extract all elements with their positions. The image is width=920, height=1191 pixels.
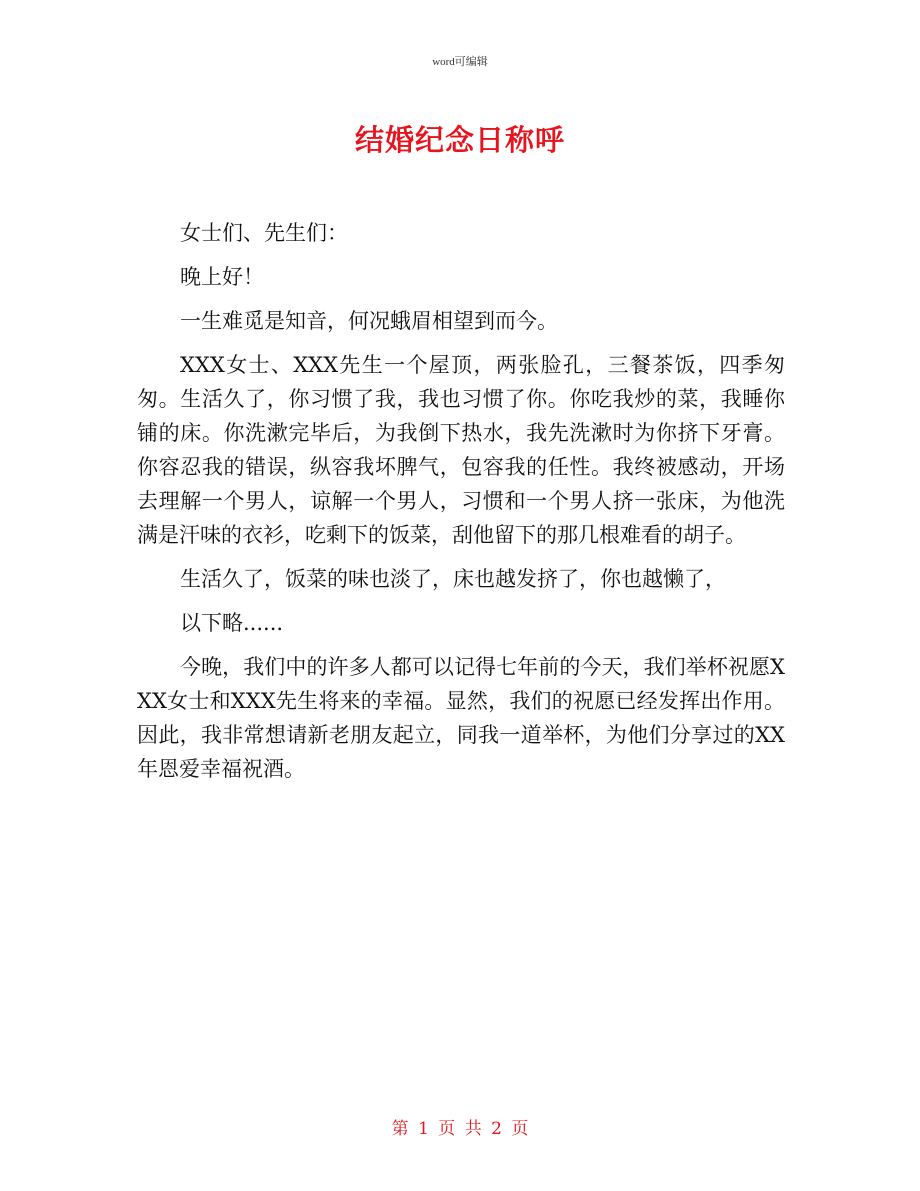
paragraph-greeting-audience: 女士们、先生们：: [180, 221, 348, 245]
paragraph-long-life: 生活久了，饭菜的味也淡了，床也越发挤了，你也越懒了，: [180, 567, 726, 591]
paragraph-omitted: 以下略......: [180, 611, 284, 635]
paragraph-couple-life: XXX女士、XXX先生一个屋顶，两张脸孔，三餐茶饭，四季匆匆。生活久了，你习惯了我，我也习惯了你。你吃我炒的菜，我睡你铺的床。你洗漱完毕后，为我倒下热水，我先洗漱时为你挤下牙膏。你容忍我的错误，纵容我坏脾气，包容我的任性。我终被感动，开场去理解一个男人，谅解一个男人，习惯和一个男人挤一张床，为他洗满是汗味的衣衫，吃剩下的饭菜，刮他留下的那几根难看的胡子。: [137, 353, 785, 547]
paragraph-toast: 今晚，我们中的许多人都可以记得七年前的今天，我们举杯祝愿XXX女士和XXX先生将来的幸福。显然，我们的祝愿已经发挥出作用。因此，我非常想请新老朋友起立，同我一道举杯，为他们分享过的XX年恩爱幸福祝酒。: [137, 655, 785, 781]
paragraph-verse: 一生难觅是知音，何况蛾眉相望到而今。: [180, 309, 558, 333]
page-title: 结婚纪念日称呼: [354, 123, 565, 157]
page-number: 第 1 页 共 2 页: [391, 1119, 529, 1139]
header-note: word可编辑: [432, 56, 488, 68]
paragraph-greeting-evening: 晚上好！: [180, 265, 264, 289]
document-body: [137, 216, 785, 796]
